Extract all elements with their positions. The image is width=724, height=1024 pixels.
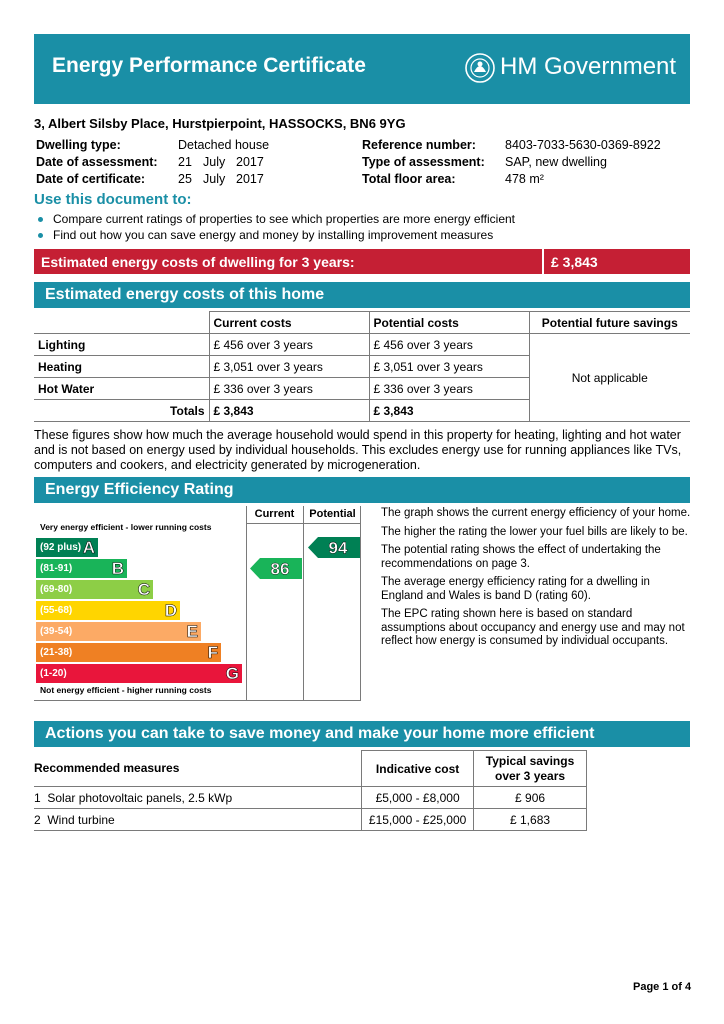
details-left	[36, 138, 356, 189]
chart-arrows	[246, 506, 361, 700]
detail-dwelling-type	[36, 138, 356, 155]
rating-band-f	[36, 643, 221, 662]
band-range: (21-38)	[40, 647, 73, 658]
measure-cell	[34, 787, 362, 809]
detail-value: 8403-7033-5630-0369-8922	[505, 138, 661, 152]
measure-cost: £5,000 - £8,000	[362, 787, 474, 809]
rating-band-g	[36, 664, 242, 683]
measure-number: 1	[34, 790, 41, 805]
detail-day: 25	[178, 172, 192, 186]
rating-text: The potential rating shows the effect of undertaking the recommendations on page 3.	[381, 544, 661, 570]
table-row	[34, 809, 587, 831]
detail-label: Dwelling type:	[36, 138, 121, 152]
band-letter: A	[82, 538, 95, 557]
rating-text: The higher the rating the lower your fuel bills are likely to be.	[381, 525, 688, 538]
energy-costs-table	[34, 311, 690, 422]
col-typical-savings	[474, 751, 587, 787]
rating-band-e	[36, 622, 201, 641]
row-label: Lighting	[34, 334, 209, 356]
band-letter: C	[137, 580, 150, 599]
band-range: (55-68)	[40, 605, 73, 616]
detail-date-of-certificate	[36, 172, 356, 189]
rating-band-b	[36, 559, 127, 578]
detail-value: SAP, new dwelling	[505, 155, 607, 169]
detail-total-floor-area	[362, 172, 692, 189]
detail-value: Detached house	[178, 138, 270, 152]
use-bullet-item	[38, 228, 493, 242]
band-letter: F	[207, 643, 218, 662]
current-rating-arrow-value: 86	[270, 559, 290, 579]
detail-day: 21	[178, 155, 192, 169]
actions-heading: Actions you can take to save money and make your home more efficient	[34, 721, 690, 747]
row-potential: £ 3,051 over 3 years	[369, 356, 529, 378]
band-letter: B	[111, 559, 124, 578]
measure-cell	[34, 809, 362, 831]
row-potential: £ 336 over 3 years	[369, 378, 529, 400]
table-row	[34, 787, 587, 809]
current-rating-arrow	[250, 558, 302, 579]
rating-explanation	[381, 507, 691, 649]
detail-reference-number	[362, 138, 692, 155]
energy-costs-heading: Estimated energy costs of this home	[34, 282, 690, 308]
row-potential: £ 456 over 3 years	[369, 334, 529, 356]
row-label: Heating	[34, 356, 209, 378]
chart-col-current: Current	[254, 508, 295, 520]
potential-rating-arrow	[308, 537, 360, 558]
table-header-row	[34, 312, 690, 334]
table-header-row	[34, 751, 587, 787]
rating-text: The average energy efficiency rating for a dwelling in England and Wales is band D (rating 60).	[381, 576, 650, 602]
potential-rating-arrow-value: 94	[328, 538, 348, 558]
chart-col-potential: Potential	[309, 508, 356, 520]
header-banner	[34, 34, 690, 104]
bullet-dot-icon	[38, 233, 43, 238]
hm-government-logo	[464, 50, 684, 86]
rating-text: The EPC rating shown here is based on standard assumptions about occupancy and energy use and may not reflect how energy is consumed by individual occupants.	[381, 608, 685, 647]
estimated-cost-label: Estimated energy costs of dwelling for 3 years:	[41, 254, 355, 270]
band-range: (81-91)	[40, 563, 73, 574]
detail-label: Reference number:	[362, 138, 476, 152]
property-address: 3, Albert Silsby Place, Hurstpierpoint, HASSOCKS, BN6 9YG	[34, 116, 406, 131]
row-label: Hot Water	[34, 378, 209, 400]
totals-label: Totals	[34, 400, 209, 422]
costs-note: These figures show how much the average household would spend in this property for heating, lighting and hot water and is not based on energy used by individual households. This excludes energy use for running appliances like TVs, computers and cookers, and electricity generated by microgeneration.	[34, 428, 682, 472]
detail-year: 2017	[236, 172, 264, 186]
detail-label: Type of assessment:	[362, 155, 485, 169]
bullet-text: Find out how you can save energy and money by installing improvement measures	[53, 228, 494, 242]
estimated-cost-bar	[34, 249, 690, 274]
page-title: Energy Performance Certificate	[52, 54, 366, 77]
detail-label: Date of assessment:	[36, 155, 158, 169]
col-potential-costs: Potential costs	[369, 312, 529, 334]
use-bullet-item	[38, 212, 515, 226]
page-number: Page 1 of 4	[633, 981, 692, 993]
row-current: £ 456 over 3 years	[209, 334, 369, 356]
col-typical-savings-line1: Typical savings	[485, 753, 575, 768]
band-letter: D	[164, 601, 177, 620]
detail-date-of-assessment	[36, 155, 356, 172]
band-range: (69-80)	[40, 584, 73, 595]
rating-band-d	[36, 601, 180, 620]
hm-government-text: HM Government	[500, 53, 677, 80]
detail-month: July	[203, 172, 226, 186]
estimated-cost-value: £ 3,843	[551, 254, 598, 270]
measure-savings: £ 906	[474, 787, 587, 809]
detail-month: July	[203, 155, 226, 169]
measure-savings: £ 1,683	[474, 809, 587, 831]
band-range: (92 plus)	[40, 542, 82, 553]
savings-cell: Not applicable	[529, 334, 690, 422]
details-right	[362, 138, 692, 189]
row-current: £ 336 over 3 years	[209, 378, 369, 400]
cost-bar-divider	[542, 249, 544, 274]
detail-label: Total floor area:	[362, 172, 456, 186]
col-current-costs: Current costs	[209, 312, 369, 334]
rating-text: The graph shows the current energy efficiency of your home.	[381, 507, 691, 519]
detail-year: 2017	[236, 155, 264, 169]
chart-bottom-label: Not energy efficient - higher running costs	[40, 685, 212, 695]
detail-type-of-assessment	[362, 155, 692, 172]
efficiency-rating-heading: Energy Efficiency Rating	[34, 477, 690, 503]
total-current: £ 3,843	[209, 400, 369, 422]
band-range: (1-20)	[40, 668, 67, 679]
measure-name: Solar photovoltaic panels, 2.5 kWp	[47, 790, 233, 805]
use-document-heading: Use this document to:	[34, 191, 192, 208]
measure-cost: £15,000 - £25,000	[362, 809, 474, 831]
chart-top-label: Very energy efficient - lower running costs	[40, 522, 212, 532]
col-indicative-cost: Indicative cost	[362, 751, 474, 787]
rating-band-c	[36, 580, 153, 599]
detail-label: Date of certificate:	[36, 172, 146, 186]
col-potential-savings: Potential future savings	[529, 312, 690, 334]
table-header-empty	[34, 312, 209, 334]
band-letter: G	[225, 664, 239, 683]
rating-band-a	[36, 538, 98, 557]
bullet-text: Compare current ratings of properties to see which properties are more energy efficient	[53, 212, 516, 226]
bullet-dot-icon	[38, 217, 43, 222]
col-recommended-measures: Recommended measures	[34, 751, 362, 787]
measure-number: 2	[34, 812, 41, 827]
band-letter: E	[186, 622, 198, 641]
efficiency-chart	[34, 506, 362, 702]
measure-name: Wind turbine	[47, 812, 115, 827]
detail-value: 478 m²	[505, 172, 544, 186]
total-potential: £ 3,843	[369, 400, 529, 422]
band-range: (39-54)	[40, 626, 73, 637]
chart-bands	[34, 506, 246, 700]
row-current: £ 3,051 over 3 years	[209, 356, 369, 378]
actions-table	[34, 750, 587, 831]
col-typical-savings-line2: over 3 years	[495, 768, 566, 783]
table-row	[34, 334, 690, 356]
royal-crest-icon	[464, 52, 496, 84]
